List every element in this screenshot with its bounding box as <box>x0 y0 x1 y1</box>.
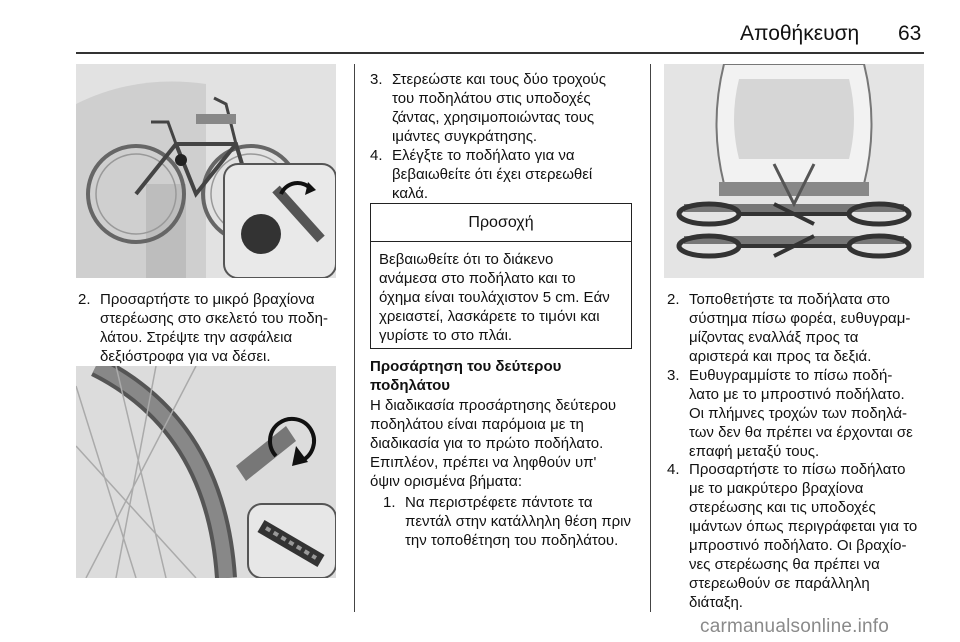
bike-clamp-illustration <box>76 64 336 278</box>
line: αριστερά και προς τα δεξιά. <box>689 348 872 365</box>
line: καλά. <box>392 185 429 202</box>
step-number: 2. <box>667 291 680 308</box>
line: ποδηλάτου <box>370 377 451 394</box>
line: ποδηλάτου είναι παρόμοια με τη <box>370 416 584 433</box>
line: των δεν θα πρέπει να έρχονται σε <box>689 424 913 441</box>
line: επαφή μεταξύ τους. <box>689 443 820 460</box>
line: Ελέγξτε το ποδήλατο για να <box>392 147 575 164</box>
line: Να περιστρέφετε πάντοτε τα <box>405 494 593 511</box>
two-bikes-illustration <box>664 64 924 278</box>
page-title: Αποθήκευση <box>740 22 860 45</box>
warning-text <box>371 242 631 345</box>
line: μπροστινό ποδήλατο. Οι βραχίο- <box>689 537 907 554</box>
line: Τοποθετήστε τα ποδήλατα στο <box>689 291 890 308</box>
line: ανάμεσα στο ποδήλατο και το <box>379 270 576 287</box>
line: λατο με το μπροστινό ποδήλατο. <box>689 386 905 403</box>
figure-bike-frame-clamp <box>76 64 336 278</box>
step-text <box>100 290 328 366</box>
line: λάτου. Στρέψτε την ασφάλεια <box>100 329 293 346</box>
step-number: 1. <box>383 494 396 511</box>
line: Στερεώστε και τους δύο τροχούς <box>392 71 606 88</box>
warning-box <box>370 203 632 349</box>
warning-title: Προσοχή <box>371 204 631 242</box>
step-number: 4. <box>667 461 680 478</box>
line: ζάντας, χρησιμοποιώντας τους <box>392 109 595 126</box>
line: του ποδηλάτου στις υποδοχές <box>392 90 591 107</box>
line: μίζοντας εναλλάξ προς τα <box>689 329 859 346</box>
line: όχημα είναι τουλάχιστον 5 cm. Εάν <box>379 289 610 306</box>
step-text <box>689 290 910 366</box>
step-number: 3. <box>370 71 383 88</box>
step-text <box>689 366 913 461</box>
wheel-strap-illustration <box>76 366 336 578</box>
figure-two-bikes-top-view <box>664 64 924 278</box>
line: ιμάντες συγκράτησης. <box>392 128 538 145</box>
line: χρειαστεί, λασκάρετε το τιμόνι και <box>379 308 600 325</box>
line: διάταξη. <box>689 594 743 611</box>
line: Ευθυγραμμίστε το πίσω ποδή- <box>689 367 893 384</box>
line: γυρίστε το στο πλάι. <box>379 327 513 344</box>
line: όψιν ορισμένα βήματα: <box>370 473 523 490</box>
line: στερεωθούν σε παράλληλη <box>689 575 870 592</box>
line: Προσαρτήστε το πίσω ποδήλατο <box>689 461 906 478</box>
line: ιμάντων όπως περιγράφεται για το <box>689 518 918 535</box>
line: Η διαδικασία προσάρτησης δεύτερου <box>370 397 617 414</box>
line: στερέωσης και τις υποδοχές <box>689 499 876 516</box>
step-number: 4. <box>370 147 383 164</box>
line: δεξιόστροφα για να δέσει. <box>100 348 271 365</box>
line: με το μακρύτερο βραχίονα <box>689 480 864 497</box>
figure-wheel-strap <box>76 366 336 578</box>
column-divider-left <box>354 64 355 612</box>
line: σύστημα πίσω φορέα, ευθυγραμ- <box>689 310 911 327</box>
step-text <box>405 493 631 550</box>
line: Βεβαιωθείτε ότι το διάκενο <box>379 251 554 268</box>
header-rule <box>76 52 924 54</box>
step-number: 2. <box>78 291 91 308</box>
line: βεβαιωθείτε ότι έχει στερεωθεί <box>392 166 593 183</box>
line: Επιπλέον, πρέπει να ληφθούν υπ' <box>370 454 597 471</box>
step-text <box>392 146 592 203</box>
line: Προσάρτηση του δεύτερου <box>370 358 562 375</box>
line: την τοποθέτηση του ποδηλάτου. <box>405 532 619 549</box>
section-heading <box>370 357 640 395</box>
step-text <box>392 70 606 146</box>
step-number: 3. <box>667 367 680 384</box>
line: Οι πλήμνες τροχών των ποδηλά- <box>689 405 908 422</box>
line: στερέωσης στο σκελετό του ποδη- <box>100 310 328 327</box>
line: πεντάλ στην κατάλληλη θέση πριν <box>405 513 632 530</box>
line: νες στερέωσης θα πρέπει να <box>689 556 880 573</box>
step-text <box>689 460 917 612</box>
column-divider-right <box>650 64 651 612</box>
section-paragraph <box>370 396 640 491</box>
line: Προσαρτήστε το μικρό βραχίονα <box>100 291 315 308</box>
page-number: 63 <box>898 22 922 45</box>
line: διαδικασία για το πρώτο ποδήλατο. <box>370 435 604 452</box>
watermark: carmanualsonline.info <box>700 616 890 637</box>
